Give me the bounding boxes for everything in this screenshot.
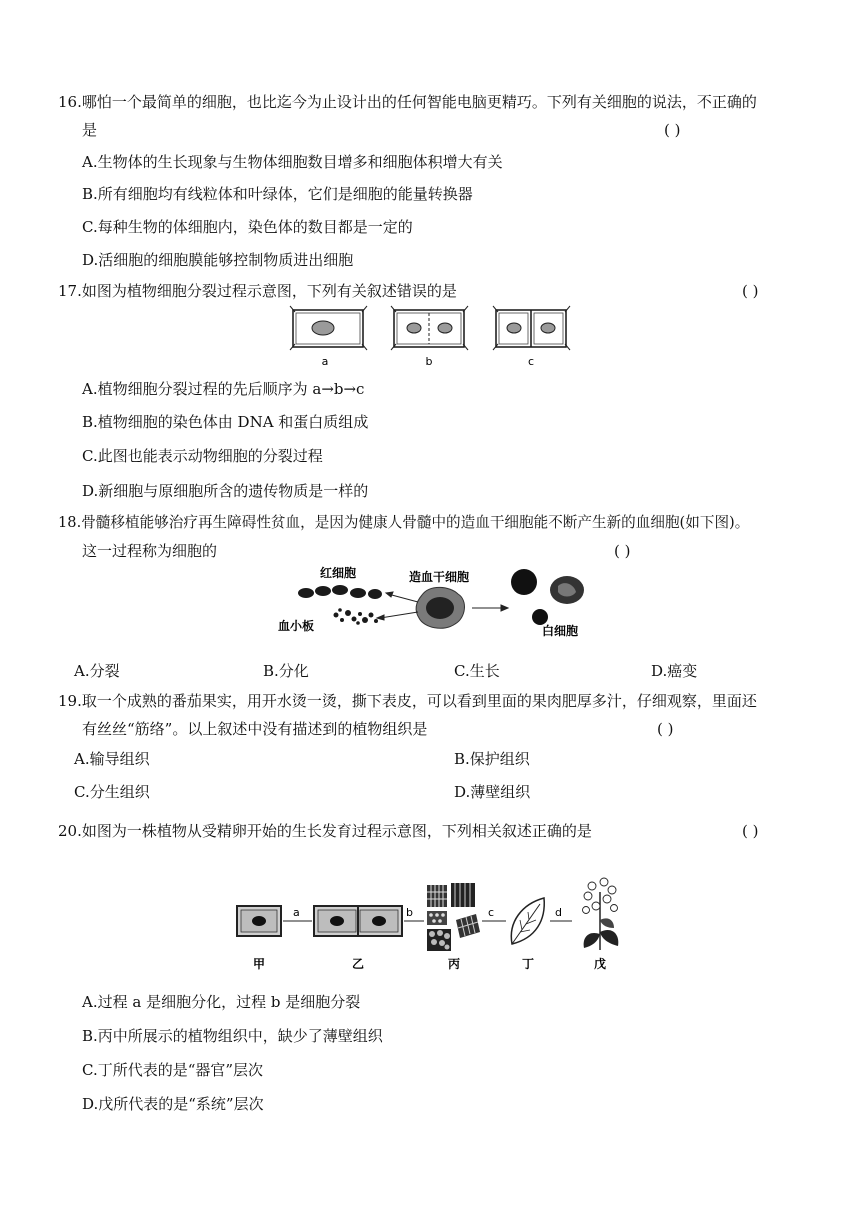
stage-jia-zygote [237,906,281,936]
platelets [334,608,379,625]
q17-answer-paren: ( ) [742,282,759,300]
q16-option-b: B.所有细胞均有线粒体和叶绿体，它们是细胞的能量转换器 [82,185,473,203]
q17-option-c: C.此图也能表示动物细胞的分裂过程 [82,447,323,465]
stage-label-jia: 甲 [252,957,266,971]
stage-bing-tissues [427,883,480,951]
stem-cell [416,587,464,628]
q16-option-d: D.活细胞的细胞膜能够控制物质进出细胞 [82,251,354,269]
q19-option-a: A.输导组织 [74,750,150,768]
figure-label-a: a [321,355,329,368]
stage-label-bing: 丙 [447,957,461,971]
figure-label-b: b [425,355,433,368]
stage-ding-leaf [511,898,544,944]
q18-blood-cell-figure [272,560,602,642]
q16-option-a: A.生物体的生长现象与生物体细胞数目增多和细胞体积增大有关 [82,153,503,171]
process-label-d: d [555,906,562,919]
stage-yi-two-cells [314,906,402,936]
label-white-blood-cell: 白细胞 [542,624,579,638]
q16-answer-paren: ( ) [664,121,681,139]
white-blood-cells [511,569,584,625]
q17-option-b: B.植物细胞的染色体由 DNA 和蛋白质组成 [82,413,369,431]
q17-cell-division-figure [285,302,585,370]
process-label-a: a [293,906,300,919]
label-platelet: 血小板 [278,619,315,633]
q19-stem-line2: 有丝丝“筋络”。以上叙述中没有描述到的植物组织是 [82,720,428,738]
label-red-blood-cell: 红细胞 [320,566,357,580]
q20-development-figure [232,872,632,972]
stage-label-ding: 丁 [521,957,535,971]
cell-b [391,306,468,350]
q16-stem-line1: 16.哪怕一个最简单的细胞，也比迄今为止设计出的任何智能电脑更精巧。下列有关细胞的说法，不正确的 [58,93,757,111]
stage-label-yi: 乙 [351,957,365,971]
q16-stem-line2: 是 [82,121,98,139]
q16-option-c: C.每种生物的体细胞内，染色体的数目都是一定的 [82,218,413,236]
cell-c [493,306,570,350]
q18-option-d: D.癌变 [651,662,698,680]
q18-stem-line2: 这一过程称为细胞的 [82,542,218,560]
cell-a [290,306,367,350]
q20-option-a: A.过程 a 是细胞分化，过程 b 是细胞分裂 [82,993,361,1011]
q17-stem: 17.如图为植物细胞分裂过程示意图，下列有关叙述错误的是 [58,282,457,300]
stage-wu-plant [583,878,619,950]
figure-label-c: c [527,355,535,368]
q18-stem-line1: 18.骨髓移植能够治疗再生障碍性贫血，是因为健康人骨髓中的造血干细胞能不断产生新的血细胞(如下图)。 [58,514,750,531]
q18-option-c: C.生长 [454,662,500,680]
q17-option-d: D.新细胞与原细胞所含的遗传物质是一样的 [82,482,369,500]
red-blood-cells [298,585,382,599]
stage-label-wu: 戊 [593,957,607,971]
q20-option-b: B.丙中所展示的植物组织中，缺少了薄壁组织 [82,1027,383,1045]
q18-option-b: B.分化 [263,662,309,680]
label-hematopoietic-stem-cell: 造血干细胞 [409,570,470,584]
q17-option-a: A.植物细胞分裂过程的先后顺序为 a→b→c [82,380,365,398]
q19-answer-paren: ( ) [657,720,674,738]
q20-stem: 20.如图为一株植物从受精卵开始的生长发育过程示意图，下列相关叙述正确的是 [58,822,592,840]
q19-option-c: C.分生组织 [74,783,150,801]
q18-answer-paren: ( ) [614,542,631,560]
q18-option-a: A.分裂 [74,662,120,680]
process-label-b: b [406,906,413,919]
q20-option-d: D.戊所代表的是“系统”层次 [82,1095,264,1113]
q19-option-d: D.薄壁组织 [454,783,531,801]
q19-stem-line1: 19.取一个成熟的番茄果实，用开水烫一烫，撕下表皮，可以看到里面的果肉肥厚多汁，仔细观察，里面还 [58,692,757,710]
q20-option-c: C.丁所代表的是“器官”层次 [82,1061,264,1079]
q20-answer-paren: ( ) [742,822,759,840]
process-label-c: c [488,906,495,919]
q19-option-b: B.保护组织 [454,750,530,768]
